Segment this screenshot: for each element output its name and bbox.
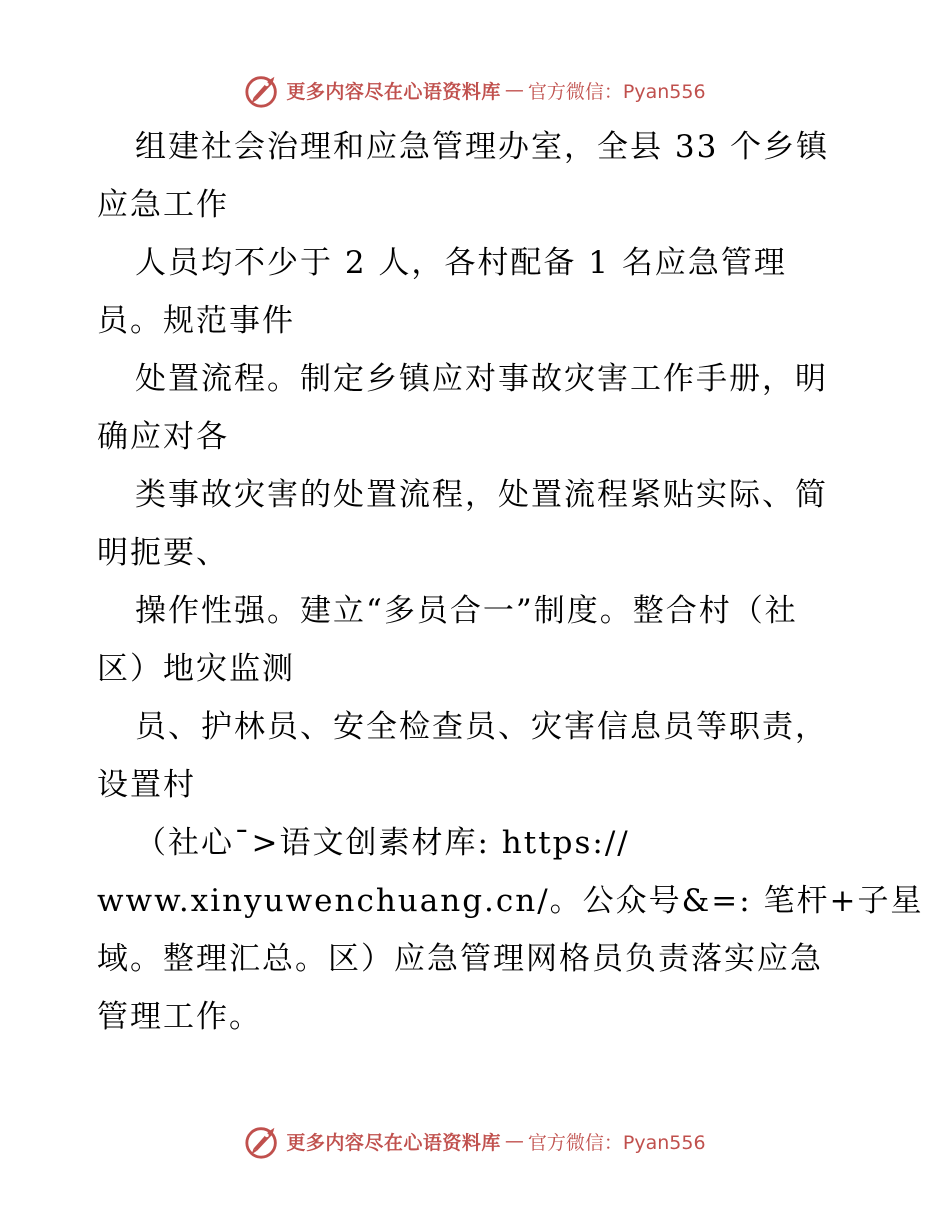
text-line: 员、护林员、安全检查员、灾害信息员等职责， [135,709,828,745]
text-line: 设置村 [97,767,196,803]
pen-nib-logo-icon [244,71,282,109]
footer-banner-separator: — [504,1130,524,1152]
document-body [97,118,924,1046]
text-line: 操作性强。建立“多员合一”制度。整合村（社 [135,593,798,629]
header-banner-contact: 官方微信：Pyan556 [527,80,706,103]
text-line: 处置流程。制定乡镇应对事故灾害工作手册，明 [135,361,828,397]
text-line: 管理工作。 [97,999,262,1035]
header-banner-separator: — [504,79,524,101]
pen-nib-logo-icon [244,1122,282,1160]
text-line: 应急工作 [97,187,229,223]
text-line: 人员均不少于 2 人，各村配备 1 名应急管理 [135,245,787,281]
footer-banner-contact: 官方微信：Pyan556 [527,1131,706,1154]
text-line: 明扼要、 [97,535,229,571]
text-line: 员。规范事件 [97,303,295,339]
text-line: www.xinyuwenchuang.cn/。公众号&=: 笔杆+子星 [97,883,924,919]
footer-banner-text: 更多内容尽在心语资料库 [286,1131,501,1154]
text-line: 确应对各 [97,419,229,455]
text-line: 域。整理汇总。区）应急管理网格员负责落实应急 [97,941,823,977]
text-line: 类事故灾害的处置流程，处置流程紧贴实际、简 [135,477,828,513]
text-line: （社心¯>语文创素材库: https:// [135,825,630,861]
text-line: 组建社会治理和应急管理办室，全县 33 个乡镇 [135,129,830,165]
header-banner-text: 更多内容尽在心语资料库 [286,80,501,103]
header-banner [0,70,950,110]
footer-banner [0,1121,950,1161]
text-line: 区）地灾监测 [97,651,295,687]
